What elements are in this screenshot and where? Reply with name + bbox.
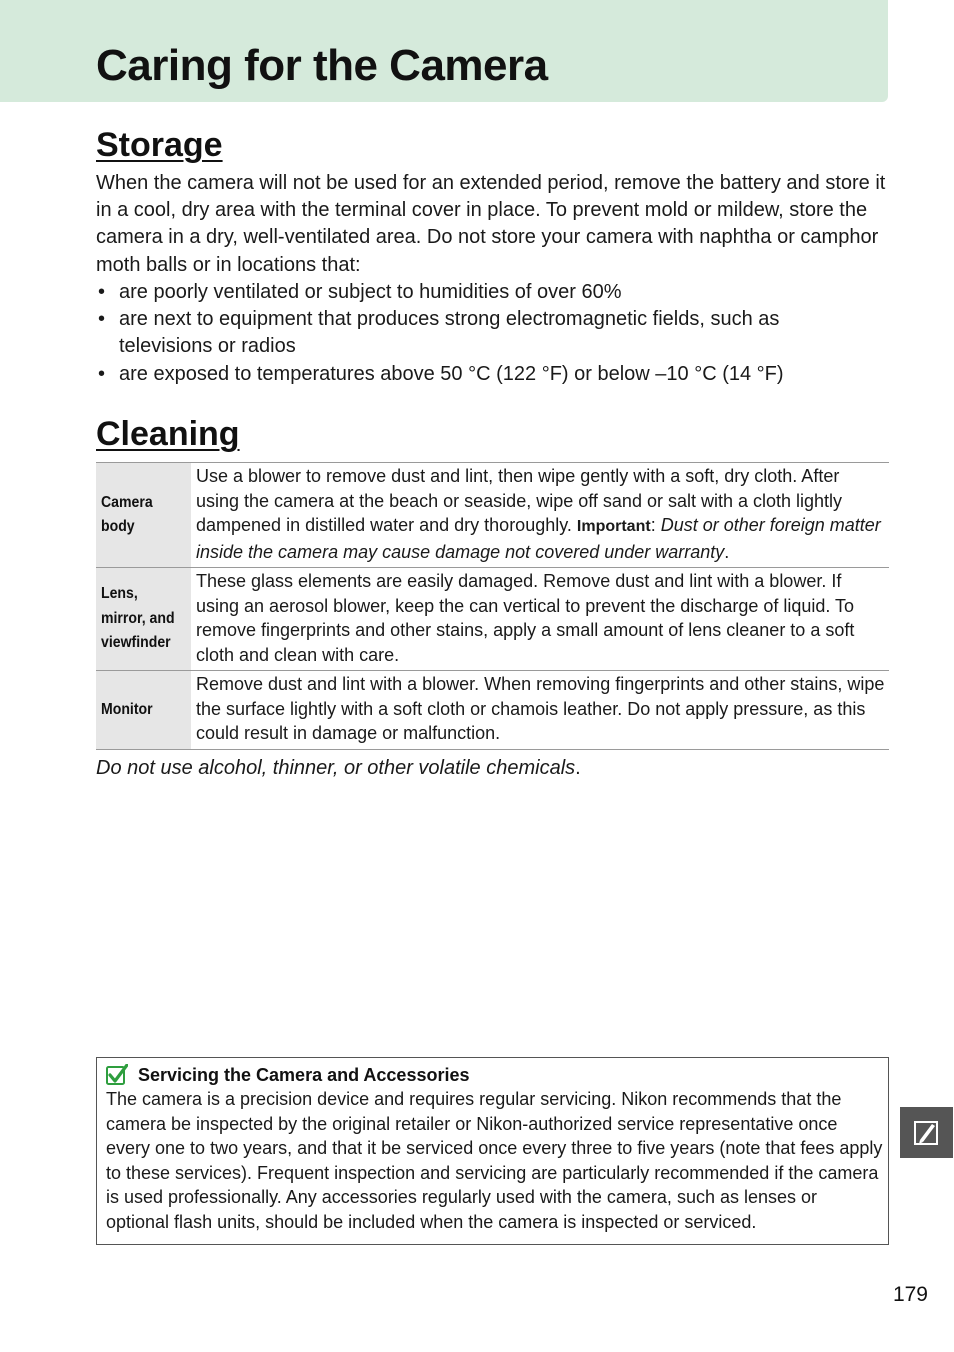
chemicals-note-text: Do not use alcohol, thinner, or other volatile chemicals (96, 757, 576, 779)
servicing-note-box (96, 1057, 889, 1245)
table-row (96, 463, 889, 568)
row-description (191, 671, 889, 750)
row-label (96, 463, 191, 568)
important-text: Dust or other foreign matter inside the camera may cause damage not covered under warranty (196, 515, 881, 562)
row-label-line: body (101, 518, 135, 535)
technical-notes-pen-icon (912, 1118, 942, 1148)
table-row (96, 671, 889, 750)
row-label-line: Camera (101, 493, 153, 511)
page-title: Caring for the Camera (96, 41, 548, 90)
row-text: Remove dust and lint with a blower. When removing fingerprints and other stains, wipe the surface lightly with a soft cloth or chamois leather. Do not apply pressure, as this could result in damage or malfunction. (196, 674, 885, 743)
servicing-note-body: The camera is a precision device and requires regular servicing. Nikon recommends that the camera be inspected by the original retailer or Nikon-authorized service representative once every one to two years, and that it be serviced once every three to five years (note that fees apply to these services). Frequent inspection and servicing are particularly recommended if the camera is used professionally. Any accessories regularly used with the camera, such as lenses or optional flash units, should be included when the camera is inspected or serviced. (106, 1089, 883, 1232)
servicing-note-title (106, 1063, 470, 1087)
chemicals-note (96, 755, 581, 782)
row-label-line: Monitor (101, 700, 153, 718)
page-number: 179 (892, 1283, 928, 1306)
check-icon (106, 1064, 128, 1086)
row-text: These glass elements are easily damaged. Remove dust and lint with a blower. If using an aerosol blower, keep the can vertical to prevent the discharge of liquid. To remove fingerprints and other stains, apply a small amount of lens cleaner to a soft cloth and clean with care. (196, 571, 855, 665)
important-end: . (724, 541, 730, 562)
storage-bullet: • are next to equipment that produces strong electromagnetic fields, such as televisions or radios (96, 306, 876, 360)
section-tab[interactable] (900, 1107, 953, 1158)
cleaning-heading: Cleaning (96, 415, 240, 453)
row-label-line: mirror, and (101, 609, 175, 627)
storage-bullet: • are exposed to temperatures above 50 °C (122 °F) or below –10 °C (14 °F) (96, 361, 876, 388)
servicing-note-heading: Servicing the Camera and Accessories (138, 1065, 470, 1085)
cleaning-table (96, 462, 889, 750)
chemicals-note-end: . (575, 757, 581, 779)
row-label-line: viewfinder (101, 634, 171, 652)
row-label (96, 671, 191, 750)
row-description (191, 463, 889, 568)
storage-paragraph: When the camera will not be used for an extended period, remove the battery and store it in a cool, dry area with the terminal cover in place. To prevent mold or mildew, store the camera in a dry, well-ventilated area. Do not store your camera with naphtha or camphor moth balls or in locations that: (96, 172, 886, 276)
storage-bullet-list (96, 279, 876, 388)
storage-bullet: • are poorly ventilated or subject to humidities of over 60% (96, 279, 876, 306)
row-text: Use a blower to remove dust and lint, then wipe gently with a soft, dry cloth. After using the camera at the beach or seaside, wipe off sand or salt with a cloth lightly dampened in distilled water and dry thoroughly. (196, 466, 843, 535)
important-separator: : (650, 515, 661, 535)
storage-heading: Storage (96, 126, 223, 164)
row-description (191, 568, 889, 671)
table-row (96, 568, 889, 671)
important-label: Important (576, 518, 651, 535)
row-label-line: Lens, (101, 585, 138, 603)
row-label (96, 568, 191, 671)
